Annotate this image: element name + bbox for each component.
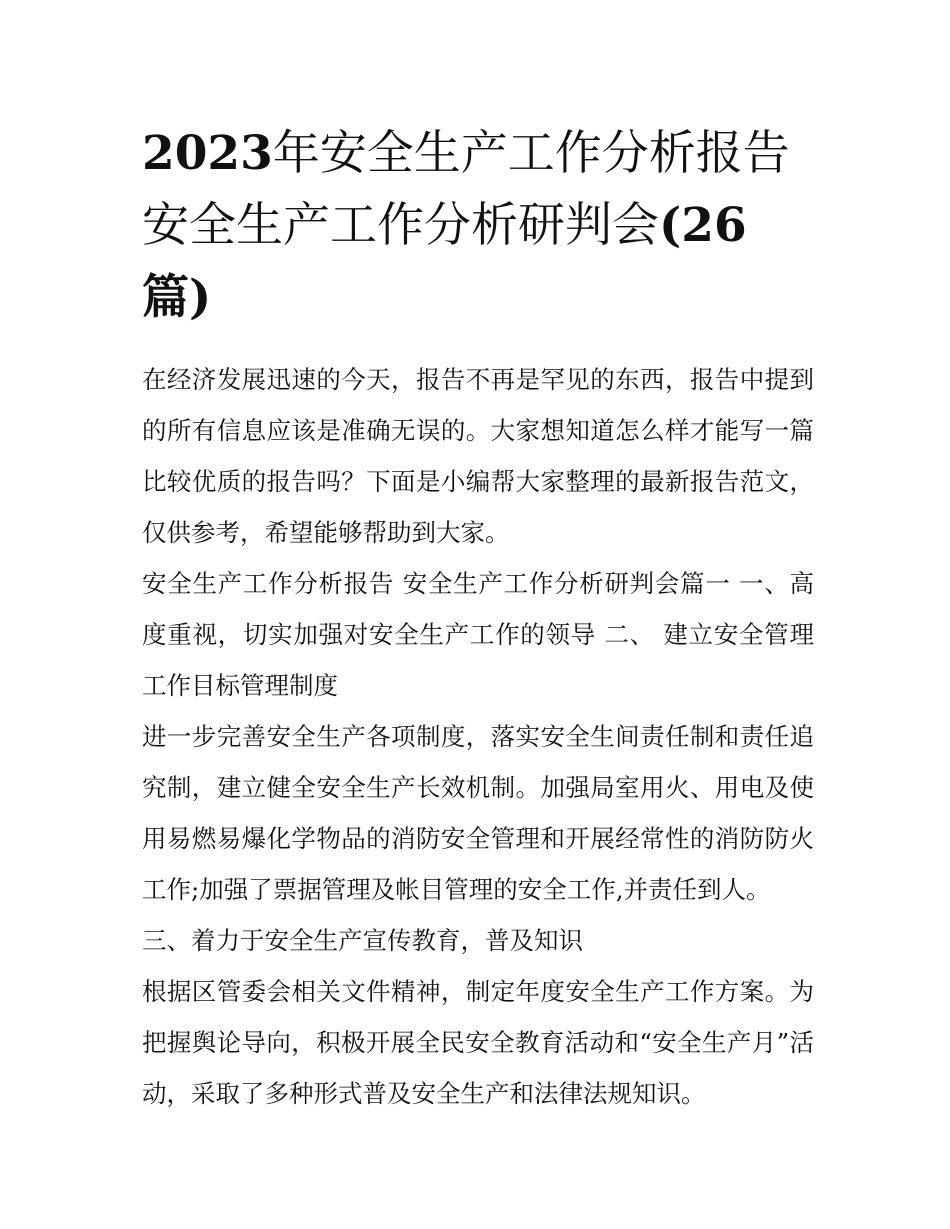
document-body bbox=[142, 354, 814, 1119]
section-three-heading: 三、着力于安全生产宣传教育，普及知识 bbox=[142, 926, 583, 955]
title-count: (26篇) bbox=[142, 198, 747, 325]
document-page bbox=[142, 118, 814, 1119]
title-text: 年安全生产工作分析报告安全生产工作分析研判会 bbox=[142, 126, 790, 253]
section-two-paragraph: 进一步完善安全生产各项制度，落实安全生间责任制和责任追究制，建立健全安全生产长效机制。加强局室用火、用电及使用易燃易爆化学物品的消防安全管理和开展经常性的消防防火工作;加强了票据管理及帐目管理的安全工作,并责任到人。 bbox=[142, 722, 814, 904]
section-one-heading-paragraph: 安全生产工作分析报告 安全生产工作分析研判会篇一 一、高度重视，切实加强对安全生产工作的领导 二、 建立安全管理工作目标管理制度 bbox=[142, 569, 814, 700]
document-title bbox=[142, 118, 814, 334]
title-year: 2023 bbox=[142, 126, 273, 181]
intro-paragraph: 在经济发展迅速的今天，报告不再是罕见的东西，报告中提到的所有信息应该是准确无误的。大家想知道怎么样才能写一篇比较优质的报告吗？下面是小编帮大家整理的最新报告范文，仅供参考，希望能够帮助到大家。 bbox=[142, 365, 814, 547]
section-three-paragraph: 根据区管委会相关文件精神，制定年度安全生产工作方案。为把握舆论导向，积极开展全民安全教育活动和“安全生产月”活动，采取了多种形式普及安全生产和法律法规知识。 bbox=[142, 977, 814, 1108]
